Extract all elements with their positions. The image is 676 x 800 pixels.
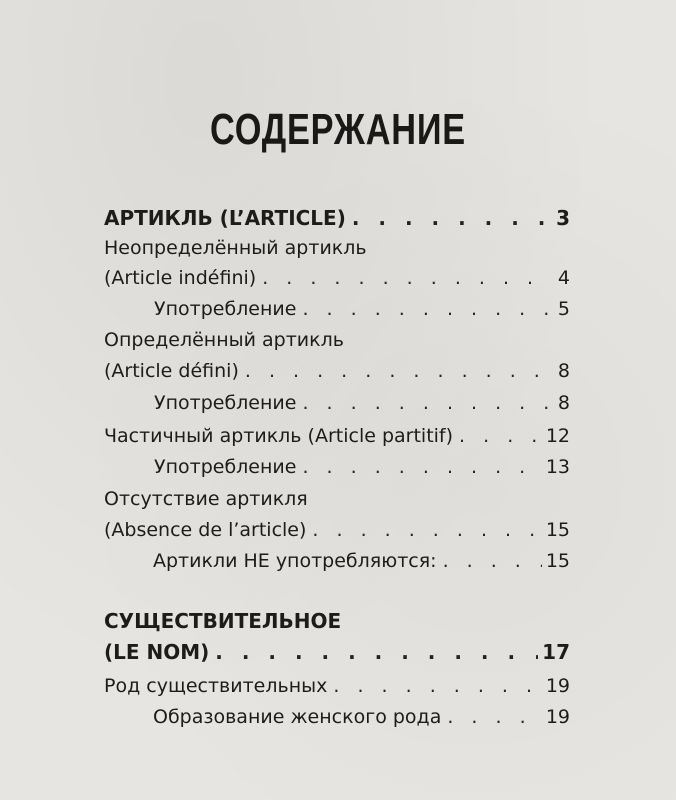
toc-page-number: 4 bbox=[557, 267, 570, 289]
toc-page-number: 19 bbox=[545, 675, 570, 697]
toc-entry-noun-gender bbox=[104, 671, 570, 701]
toc-entry-absence bbox=[104, 515, 570, 545]
toc-entry-label: АРТИКЛЬ (L’ARTICLE) bbox=[104, 206, 346, 230]
toc-entry-not-used bbox=[153, 546, 570, 576]
leader-dots bbox=[333, 671, 541, 701]
toc-page-number: 8 bbox=[557, 392, 570, 414]
toc-entry-feminine-formation bbox=[153, 702, 570, 732]
toc-entry-label: Образование женского рода bbox=[153, 706, 442, 728]
toc-entry-label: Употребление bbox=[154, 392, 297, 414]
toc-entry-label: Частичный артикль (Article partitif) bbox=[104, 425, 454, 447]
toc-entry-article-indefini bbox=[104, 263, 570, 293]
leader-dots bbox=[245, 356, 552, 386]
toc-page-number: 3 bbox=[556, 206, 570, 230]
toc-page-number: 19 bbox=[545, 706, 570, 728]
toc-entry-label: Артикли НЕ употребляются: bbox=[153, 550, 437, 572]
toc-entry-label: Род существительных bbox=[104, 675, 328, 697]
toc-entry-usage-1 bbox=[154, 294, 570, 324]
toc-page-number: 15 bbox=[545, 519, 570, 541]
toc-entry-label: (Article défini) bbox=[104, 360, 239, 382]
leader-dots bbox=[312, 515, 541, 545]
toc-entry-usage-2 bbox=[154, 388, 570, 418]
toc-entry-label: Употребление bbox=[154, 456, 297, 478]
leader-dots bbox=[443, 546, 542, 576]
toc-entry-article-partitif bbox=[104, 421, 570, 451]
leader-dots bbox=[302, 452, 541, 482]
toc-page-number: 12 bbox=[545, 425, 570, 447]
page-title: СОДЕРЖАНИЕ bbox=[210, 105, 466, 154]
toc-page-number: 15 bbox=[545, 550, 570, 572]
toc-entry-article-defini bbox=[104, 356, 570, 386]
toc-page-number: 8 bbox=[557, 360, 570, 382]
toc-entry-label: (Article indéfini) bbox=[104, 267, 257, 289]
toc-entry-article bbox=[104, 203, 570, 233]
toc-entry-le-nom bbox=[104, 637, 570, 667]
toc-page-number: 17 bbox=[542, 640, 570, 664]
toc-page-number: 5 bbox=[557, 298, 570, 320]
toc-entry-label: Отсутствие артикля bbox=[104, 488, 308, 510]
toc-entry-label: (Absence de l’article) bbox=[104, 519, 307, 541]
leader-dots bbox=[302, 388, 552, 418]
leader-dots bbox=[302, 294, 552, 324]
toc-entry-label: (LE NOM) bbox=[104, 640, 210, 664]
leader-dots bbox=[459, 421, 542, 451]
leader-dots bbox=[262, 263, 552, 293]
toc-entry-label: Определённый артикль bbox=[104, 329, 344, 351]
toc-entry-usage-3 bbox=[154, 452, 570, 482]
leader-dots bbox=[215, 637, 538, 667]
toc-page-number: 13 bbox=[545, 456, 570, 478]
leader-dots bbox=[447, 702, 541, 732]
leader-dots bbox=[352, 203, 552, 233]
toc-entry-label: Употребление bbox=[154, 298, 297, 320]
toc-entry-label: Неопределённый артикль bbox=[104, 237, 367, 259]
toc-entry-label: СУЩЕСТВИТЕЛЬНОЕ bbox=[104, 609, 342, 633]
